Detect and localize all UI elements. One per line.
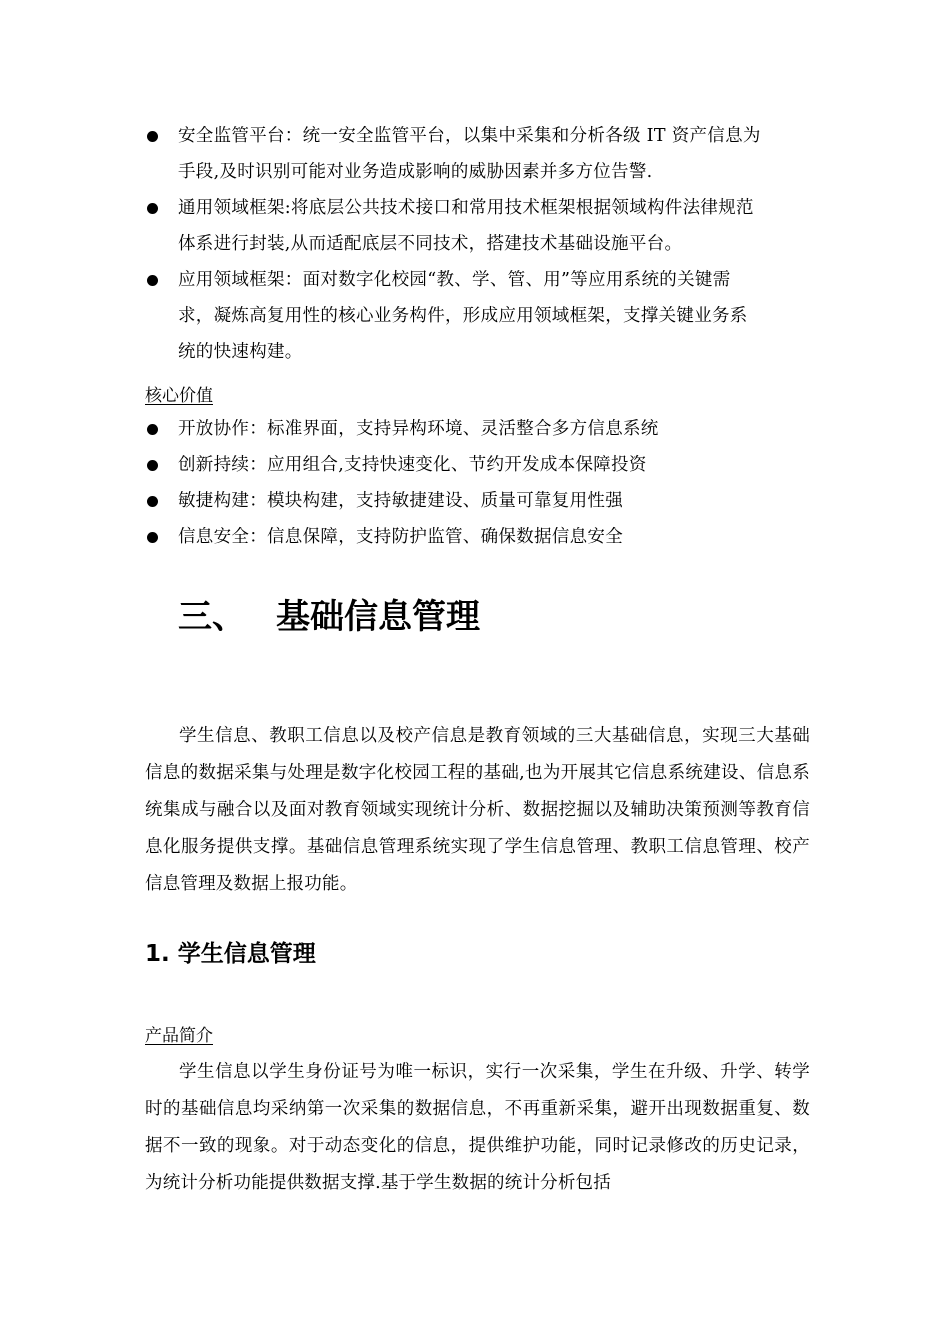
core-value-list: [145, 411, 815, 555]
list-item-text: 应用领域框架：面对数字化校园“教、学、管、用”等应用系统的关键需: [178, 270, 731, 290]
intro-paragraph: 学生信息、教职工信息以及校产信息是教育领域的三大基础信息，实现三大基础信息的数据采集与处理是数字化校园工程的基础,也为开展其它信息系统建设、信息系统集成与融合以及面对教育领域实现统计分析、数据挖掘以及辅助决策预测等教育信息化服务提供支撑。基础信息管理系统实现了学生信息管理、教职工信息管理、校产信息管理及数据上报功能。: [145, 726, 810, 894]
chapter-title: 基础信息管理: [276, 597, 480, 637]
bullet-icon: [147, 203, 158, 214]
chapter-heading: [178, 593, 480, 641]
list-item-text: 创新持续：应用组合,支持快速变化、节约开发成本保障投资: [178, 455, 647, 475]
list-item: [145, 411, 815, 447]
core-value-heading: 核心价值: [145, 386, 213, 406]
list-item: [145, 262, 815, 370]
list-item-text: 求，凝炼高复用性的核心业务构件，形成应用领域框架，支撑关键业务系: [178, 306, 748, 326]
list-item: [145, 519, 815, 555]
bullet-icon: [147, 460, 158, 471]
list-item-text: 开放协作：标准界面，支持异构环境、灵活整合多方信息系统: [178, 419, 659, 439]
list-item: [145, 190, 815, 262]
list-item-text: 手段,及时识别可能对业务造成影响的威胁因素并多方位告警.: [178, 162, 653, 182]
list-item-text: 敏捷构建：模块构建，支持敏捷建设、质量可靠复用性强: [178, 491, 623, 511]
list-item-text: 通用领域框架:将底层公共技术接口和常用技术框架根据领域构件法律规范: [178, 198, 754, 218]
bullet-icon: [147, 532, 158, 543]
bullet-icon: [147, 424, 158, 435]
list-item-text: 体系进行封装,从而适配底层不同技术，搭建技术基础设施平台。: [178, 234, 683, 254]
chapter-number: 三、: [178, 597, 246, 637]
bullet-icon: [147, 131, 158, 142]
list-item-text: 信息安全：信息保障，支持防护监管、确保数据信息安全: [178, 527, 623, 547]
bullet-icon: [147, 275, 158, 286]
list-item: [145, 447, 815, 483]
section-heading: 1. 学生信息管理: [145, 941, 316, 967]
list-item-text: 统的快速构建。: [178, 342, 303, 362]
list-item-text: 安全监管平台：统一安全监管平台，以集中采集和分析各级 IT 资产信息为: [178, 126, 761, 146]
list-item: [145, 118, 815, 190]
list-item: [145, 483, 815, 519]
product-intro-paragraph: 学生信息以学生身份证号为唯一标识，实行一次采集，学生在升级、升学、转学时的基础信息均采纳第一次采集的数据信息，不再重新采集，避开出现数据重复、数据不一致的现象。对于动态变化的信息，提供维护功能，同时记录修改的历史记录，为统计分析功能提供数据支撑.基于学生数据的统计分析包括: [145, 1062, 810, 1193]
platform-bullet-list: [145, 118, 815, 370]
bullet-icon: [147, 496, 158, 507]
product-intro-heading: 产品简介: [145, 1026, 213, 1046]
